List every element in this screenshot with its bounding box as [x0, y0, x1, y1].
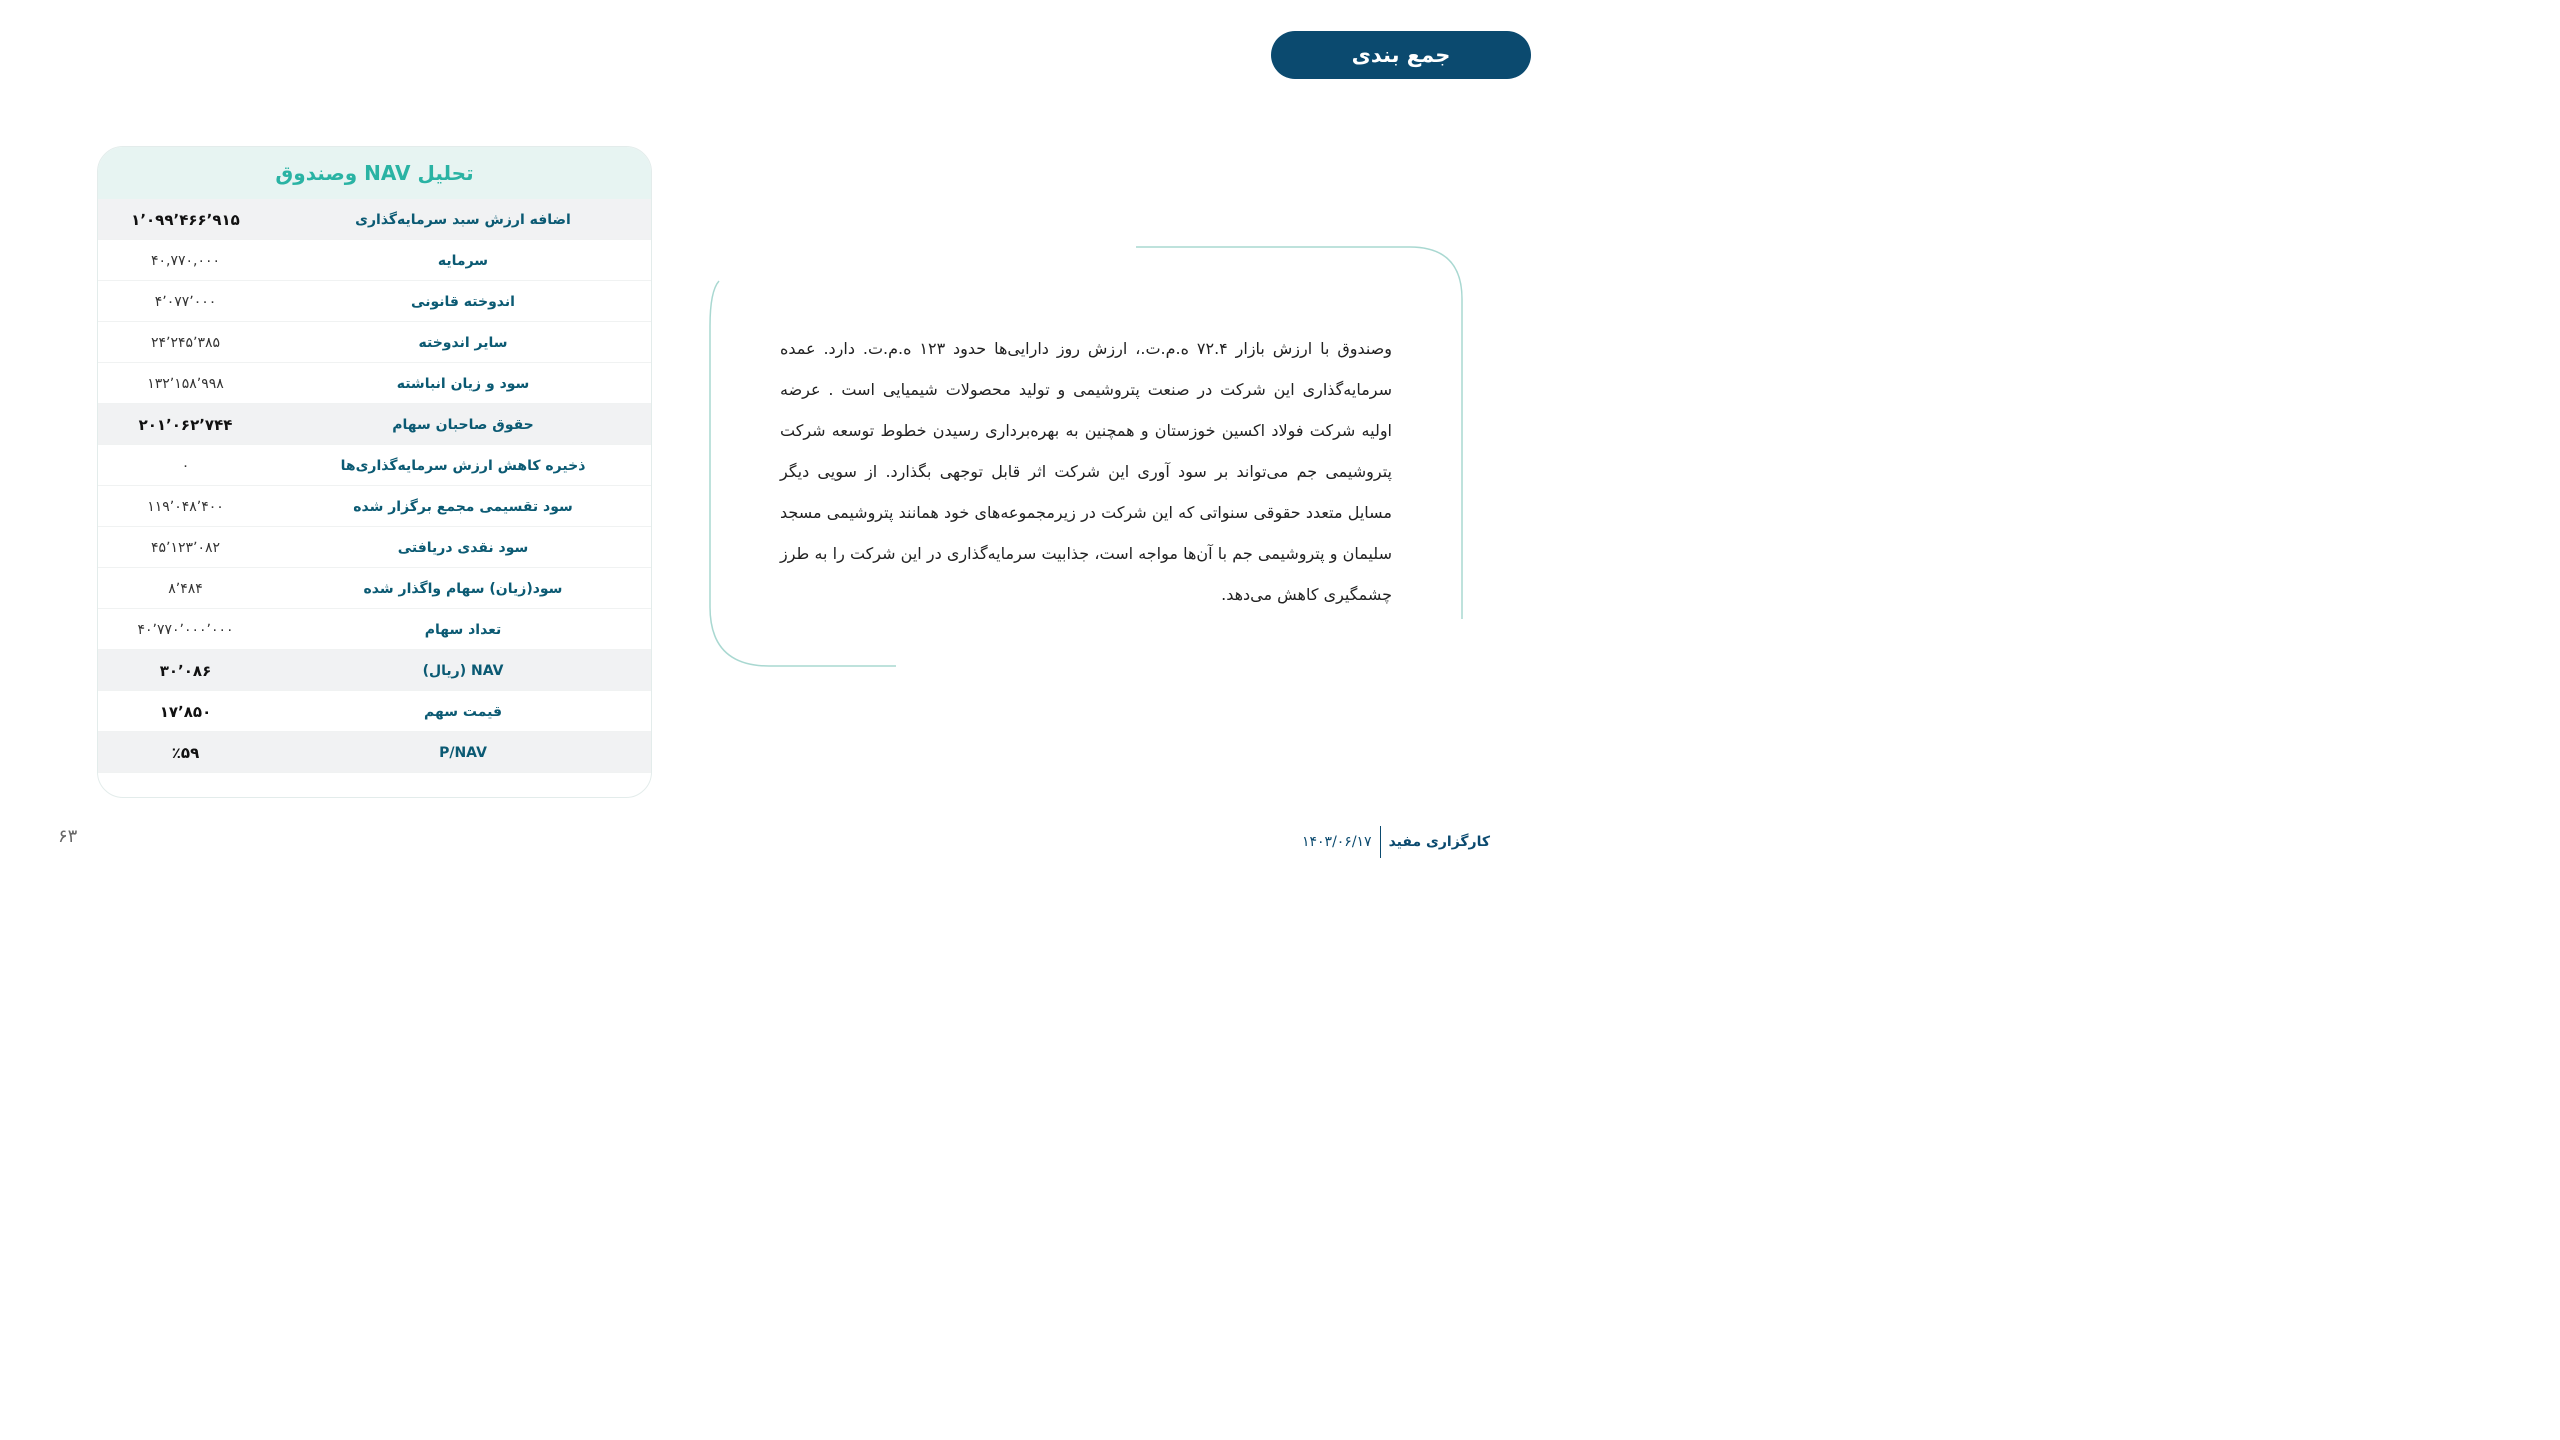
table-body	[98, 199, 651, 773]
row-label: سود و زیان انباشته	[396, 375, 530, 392]
table-row	[98, 486, 651, 527]
row-value: ۱۷٬۸۵۰	[159, 702, 212, 721]
row-value: ۸٬۴۸۴	[168, 580, 203, 597]
row-label: P/NAV	[439, 744, 487, 761]
row-label: سایر اندوخته	[418, 334, 508, 351]
page-number: ۶۳	[58, 826, 78, 847]
summary-paragraph: وصندوق با ارزش بازار ۷۲.۴ ه.م.ت.، ارزش روز دارایی‌ها حدود ۱۲۳ ه.م.ت. دارد. عمده سرمایه‌گذاری این شرکت در صنعت پتروشیمی و تولید محصولات شیمیایی است . عرضه اولیه شرکت فولاد اکسین خوزستان و همچنین به بهره‌برداری رسیدن خطوط توسعه شرکت پتروشیمی جم می‌تواند بر سود آوری این شرکت اثر قابل توجهی بگذارد. از سویی دیگر مسایل متعدد حقوقی سنواتی که این شرکت در زیرمجموعه‌های خود همانند پتروشیمی مسجد سلیمان و پتروشیمی جم با آن‌ها مواجه است، جذابیت سرمایه‌گذاری در این شرکت را به طرز چشمگیری کاهش می‌دهد.	[780, 339, 1392, 604]
table-row	[98, 281, 651, 322]
table-row	[98, 650, 651, 691]
row-value: ۰	[181, 457, 190, 474]
row-label: سرمایه	[437, 252, 489, 269]
row-label: سود تقسیمی مجمع برگزار شده	[353, 498, 573, 515]
table-row	[98, 322, 651, 363]
row-value: ۳۰٬۰۸۶	[159, 661, 212, 680]
table-row	[98, 199, 651, 240]
table-row	[98, 363, 651, 404]
row-value: ۱٬۰۹۹٬۴۶۶٬۹۱۵	[131, 210, 240, 229]
row-label: تعداد سهام	[424, 621, 502, 638]
row-label: سود(زیان) سهام واگذار شده	[363, 580, 563, 597]
row-label: اندوخته قانونی	[411, 293, 515, 310]
row-label: حقوق صاحبان سهام	[392, 416, 534, 433]
section-title: جمع بندی	[1351, 43, 1451, 67]
row-value: ٪۵۹	[171, 743, 200, 762]
row-value: ۲۴٬۲۴۵٬۳۸۵	[150, 334, 221, 351]
row-label: قیمت سهم	[424, 703, 502, 720]
table-row	[98, 691, 651, 732]
row-value: ۱۱۹٬۰۴۸٬۴۰۰	[147, 498, 224, 515]
section-title-pill	[1271, 31, 1531, 79]
table-row	[98, 240, 651, 281]
footer-date: ۱۴۰۳/۰۶/۱۷	[1301, 834, 1372, 850]
row-value: ۴۰,۷۷۰,۰۰۰	[150, 252, 221, 269]
row-value: ۴۵٬۱۲۳٬۰۸۲	[150, 539, 221, 556]
table-row	[98, 732, 651, 773]
table-row	[98, 609, 651, 650]
footer	[1300, 826, 1490, 858]
row-label: ذخیره کاهش ارزش سرمایه‌گذاری‌ها	[340, 457, 586, 474]
row-label: اضافه ارزش سبد سرمایه‌گذاری	[355, 211, 571, 228]
table-row	[98, 527, 651, 568]
footer-divider	[1380, 826, 1381, 858]
nav-analysis-table	[97, 146, 652, 798]
row-label: NAV (ریال)	[422, 662, 504, 679]
row-value: ۴٬۰۷۷٬۰۰۰	[154, 293, 217, 310]
table-row	[98, 445, 651, 486]
table-title: تحلیل NAV وصندوق	[98, 147, 651, 199]
row-value: ۱۳۲٬۱۵۸٬۹۹۸	[147, 375, 224, 392]
row-label: سود نقدی دریافتی	[397, 539, 529, 556]
table-row	[98, 568, 651, 609]
row-value: ۲۰۱٬۰۶۲٬۷۴۴	[138, 415, 233, 434]
row-value: ۴۰٬۷۷۰٬۰۰۰٬۰۰۰	[137, 621, 234, 638]
footer-brand: کارگزاری مفید	[1388, 834, 1490, 850]
table-row	[98, 404, 651, 445]
